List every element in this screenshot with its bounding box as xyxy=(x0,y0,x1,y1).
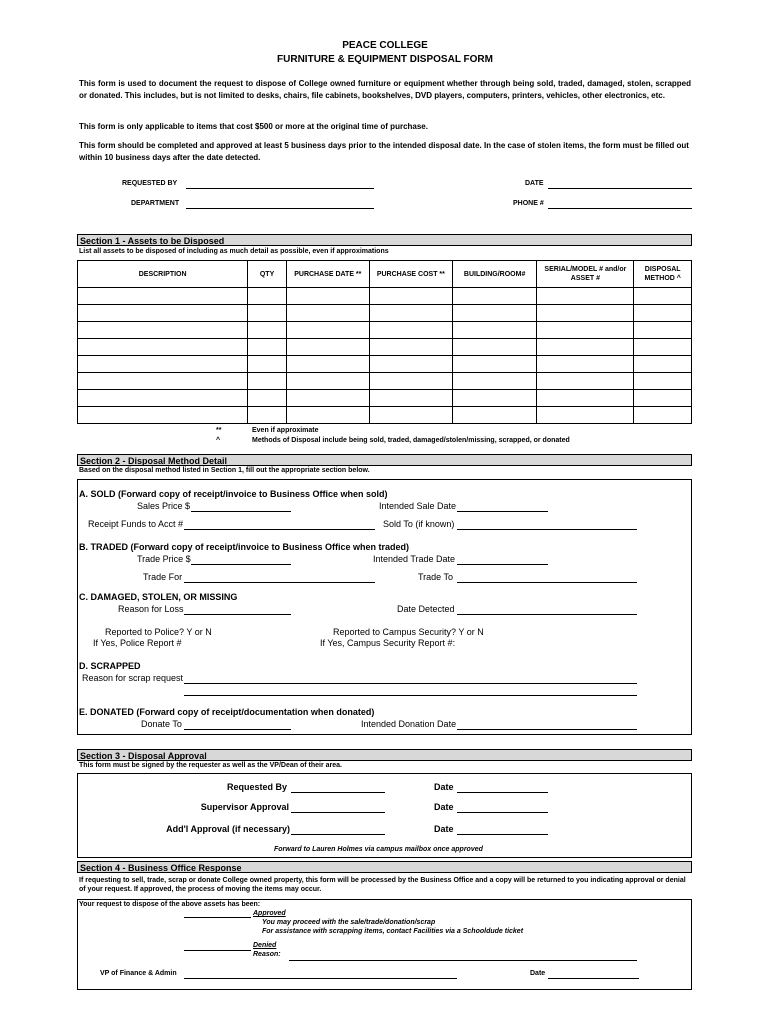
col-purchase-cost: PURCHASE COST ** xyxy=(369,261,452,288)
department-label: DEPARTMENT xyxy=(131,200,180,207)
table-row[interactable] xyxy=(78,339,692,356)
table-header-row xyxy=(78,261,692,288)
donate-to-label: Donate To xyxy=(141,719,182,729)
police-report-label: If Yes, Police Report # xyxy=(93,638,182,648)
section1-header: Section 1 - Assets to be Disposed xyxy=(77,234,692,246)
section2-subtitle: Based on the disposal method listed in Section 1, fill out the appropriate section below. xyxy=(79,467,370,474)
donated-title: E. DONATED (Forward copy of receipt/documentation when donated) xyxy=(79,707,375,717)
addl-approval-label: Add'l Approval (if necessary) xyxy=(166,824,290,834)
security-report-label: If Yes, Campus Security Report #: xyxy=(320,638,456,648)
college-name: PEACE COLLEGE xyxy=(342,40,428,51)
col-qty: QTY xyxy=(248,261,286,288)
col-description: DESCRIPTION xyxy=(78,261,248,288)
intended-sale-date-field[interactable] xyxy=(457,511,548,512)
date-label: DATE xyxy=(525,180,544,187)
forward-note: Forward to Lauren Holmes via campus mailbox once approved xyxy=(274,846,483,853)
approved-line1: You may proceed with the sale/trade/donation/scrap xyxy=(262,919,436,926)
date-field[interactable] xyxy=(548,188,692,189)
table-row[interactable] xyxy=(78,305,692,322)
reported-police-label: Reported to Police? Y or N xyxy=(105,627,212,637)
denied-field[interactable] xyxy=(184,950,251,951)
supervisor-date-label: Date xyxy=(434,802,454,812)
receipt-funds-field[interactable] xyxy=(184,529,375,530)
table-row[interactable] xyxy=(78,288,692,305)
reason-scrap-field-2[interactable] xyxy=(184,695,637,696)
requested-date-field[interactable] xyxy=(457,792,548,793)
intended-donation-date-label: Intended Donation Date xyxy=(361,719,457,729)
section3-subtitle: This form must be signed by the requester as well as the VP/Dean of their area. xyxy=(79,762,342,769)
footnote1-text: Even if approximate xyxy=(252,427,319,434)
sold-to-label: Sold To (if known) xyxy=(383,519,455,529)
reason-scrap-label: Reason for scrap request xyxy=(82,673,184,683)
section3-header: Section 3 - Disposal Approval xyxy=(77,749,692,761)
addl-date-label: Date xyxy=(434,824,454,834)
approved-label: Approved xyxy=(253,910,286,917)
scrapped-title: D. SCRAPPED xyxy=(79,661,141,671)
table-row[interactable] xyxy=(78,356,692,373)
trade-for-field[interactable] xyxy=(184,582,375,583)
vp-label: VP of Finance & Admin xyxy=(100,970,177,977)
supervisor-field[interactable] xyxy=(291,812,385,813)
section1-subtitle: List all assets to be disposed of including as much detail as possible, even if approximations xyxy=(79,248,389,255)
section4-header: Section 4 - Business Office Response xyxy=(77,861,692,873)
footnote1-mark: ** xyxy=(216,427,222,434)
table-row[interactable] xyxy=(78,390,692,407)
requested-by-sign-label: Requested By xyxy=(226,782,287,792)
footnote2-text: Methods of Disposal include being sold, traded, damaged/stolen/missing, scrapped, or donated xyxy=(252,437,570,444)
col-building-room: BUILDING/ROOM# xyxy=(452,261,537,288)
date-detected-label: Date Detected xyxy=(397,604,455,614)
receipt-funds-label: Receipt Funds to Acct # xyxy=(88,519,184,529)
requested-date-label: Date xyxy=(434,782,454,792)
intended-donation-date-field[interactable] xyxy=(457,729,637,730)
section4-text: If requesting to sell, trade, scrap or donate College owned property, this form will be processed by the Business Office and a copy will be returned to you indicating approval or denial of your request. If approved, the process of moving the items may occur. xyxy=(79,877,686,893)
reason-scrap-field[interactable] xyxy=(184,683,637,684)
denied-label: Denied xyxy=(253,942,277,949)
phone-field[interactable] xyxy=(548,208,692,209)
intro-paragraph-3: This form should be completed and approved at least 5 business days prior to the intended disposal date. In the case of stolen items, the form must be filled out within 10 business days after the date detected. xyxy=(79,141,689,162)
col-disposal-method: DISPOSAL METHOD ^ xyxy=(634,261,692,288)
date-detected-field[interactable] xyxy=(457,614,637,615)
approved-field[interactable] xyxy=(184,917,251,918)
sold-to-field[interactable] xyxy=(457,529,637,530)
trade-to-field[interactable] xyxy=(457,582,637,583)
footnote2-mark: ^ xyxy=(216,437,221,444)
sales-price-field[interactable] xyxy=(191,511,291,512)
approved-line2: For assistance with scrapping items, contact Facilities via a Schooldude ticket xyxy=(262,928,524,935)
trade-for-label: Trade For xyxy=(143,572,183,582)
form-title: FURNITURE & EQUIPMENT DISPOSAL FORM xyxy=(277,54,493,65)
table-row[interactable] xyxy=(78,322,692,339)
table-row[interactable] xyxy=(78,373,692,390)
intro-paragraph-2: This form is only applicable to items that cost $500 or more at the original time of purchase. xyxy=(79,122,428,131)
requested-by-field[interactable] xyxy=(186,188,374,189)
phone-label: PHONE # xyxy=(513,200,544,207)
sales-price-label: Sales Price $ xyxy=(137,501,191,511)
reason-for-loss-label: Reason for Loss xyxy=(118,604,184,614)
reported-security-label: Reported to Campus Security? Y or N xyxy=(333,627,484,637)
traded-title: B. TRADED (Forward copy of receipt/invoice to Business Office when traded) xyxy=(79,542,410,552)
table-row[interactable] xyxy=(78,407,692,424)
section2-header: Section 2 - Disposal Method Detail xyxy=(77,454,692,466)
assets-table xyxy=(77,260,692,424)
supervisor-label: Supervisor Approval xyxy=(200,802,289,812)
requested-by-sign-field[interactable] xyxy=(291,792,385,793)
col-purchase-date: PURCHASE DATE ** xyxy=(286,261,369,288)
vp-date-label: Date xyxy=(530,970,546,977)
addl-date-field[interactable] xyxy=(457,834,548,835)
intended-trade-date-field[interactable] xyxy=(457,564,548,565)
donate-to-field[interactable] xyxy=(184,729,291,730)
reason-label: Reason: xyxy=(253,951,281,958)
vp-date-field[interactable] xyxy=(548,978,639,979)
supervisor-date-field[interactable] xyxy=(457,812,548,813)
trade-price-label: Trade Price $ xyxy=(137,554,191,564)
intended-trade-date-label: Intended Trade Date xyxy=(373,554,456,564)
intro-paragraph-1: This form is used to document the request to dispose of College owned furniture or equipment whether through being sold, traded, damaged, stolen, scrapped or donated. This includes, but is not limited to desks, chairs, file cabinets, bookshelves, DVD players, computers, printers, vehicles, other electronics, etc. xyxy=(79,79,691,100)
department-field[interactable] xyxy=(186,208,374,209)
col-serial-model: SERIAL/MODEL # and/or ASSET # xyxy=(537,261,634,288)
sold-title: A. SOLD (Forward copy of receipt/invoice to Business Office when sold) xyxy=(79,489,388,499)
trade-to-label: Trade To xyxy=(418,572,454,582)
reason-field[interactable] xyxy=(289,960,637,961)
response-title: Your request to dispose of the above assets has been: xyxy=(79,901,261,908)
intended-sale-date-label: Intended Sale Date xyxy=(379,501,457,511)
trade-price-field[interactable] xyxy=(191,564,291,565)
reason-for-loss-field[interactable] xyxy=(184,614,291,615)
addl-approval-field[interactable] xyxy=(291,834,385,835)
requested-by-label: REQUESTED BY xyxy=(122,180,178,187)
vp-signature-field[interactable] xyxy=(184,978,457,979)
damaged-title: C. DAMAGED, STOLEN, OR MISSING xyxy=(79,592,238,602)
